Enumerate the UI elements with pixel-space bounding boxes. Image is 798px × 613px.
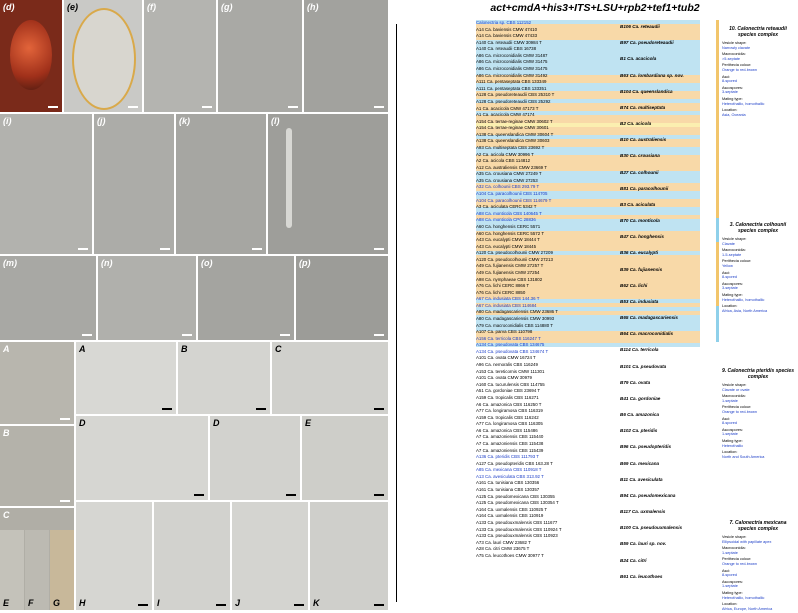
panel-j: [94, 114, 174, 254]
clade-label: B6 Ca. amazonica: [620, 412, 660, 418]
scale-bar: [162, 408, 172, 410]
clade-label: B47 Ca. honghensis: [620, 234, 664, 240]
clade-label: B101 Ca. pseudovata: [620, 363, 667, 369]
taxon-label: A60 Ca. honghensis CERC 5572 T: [476, 230, 545, 236]
trait-key: Vesicle shape:: [722, 41, 747, 45]
scale-bar: [374, 408, 384, 410]
trait-key: Perithecia colour:: [722, 405, 752, 410]
panel-m: [0, 256, 96, 340]
taxon-label: A125 Ca. pseudomexicana CBS 130354 T: [476, 500, 559, 506]
taxon-label: A43 Ca. eucalypti CMW 18444 T: [476, 237, 540, 243]
trait-key: Location:: [722, 304, 738, 309]
trait-value: 3-septate: [722, 90, 738, 95]
complex-trait: [722, 108, 794, 117]
taxon-label: A138 Ca. queenslandica CMW 30604 T: [476, 131, 554, 137]
clade-label: B102 Ca. pteridis: [620, 428, 658, 434]
complex-trait: [722, 394, 794, 403]
complex-trait: [722, 439, 794, 448]
trait-value: 8-spored: [722, 421, 737, 426]
complex-trait: [722, 259, 794, 268]
trait-key: Macroconidia:: [722, 546, 746, 551]
panel-label: E: [3, 598, 10, 608]
taxon-label: A2 Ca. acicola CBS 114812: [476, 158, 531, 164]
panel-g: [218, 0, 302, 112]
taxon-label: A28 Ca. citri CMW 23675 T: [476, 546, 530, 552]
taxon-label: A104 Ca. paracolhounii CBS 114705: [476, 191, 548, 197]
clade-label: B64 Ca. macroconidialis: [620, 331, 674, 337]
complex-trait: [722, 580, 794, 589]
panel-p: [296, 256, 388, 340]
trait-value: Africa, Asia, North America: [722, 308, 768, 313]
clade-label: B2 Ca. acicola: [620, 121, 652, 127]
panel-label: (e): [67, 2, 78, 12]
panel-label: B: [181, 344, 188, 354]
trait-value: Orange to red-brown: [722, 409, 758, 414]
complex-trait: [722, 405, 794, 414]
trait-value: North and South America: [722, 454, 765, 459]
panel-E-left: [0, 530, 74, 610]
panel-label: (i): [3, 116, 12, 126]
trait-value: 3-septate: [722, 286, 738, 291]
trait-value: Ellipsoidal with papillate apex: [722, 539, 772, 544]
taxon-label: A6 Ca. amazonica CBS 115486: [476, 427, 538, 433]
clade-label: B36 Ca. eucalypti: [620, 250, 659, 256]
complex-trait: [722, 304, 794, 313]
trait-value: 8-spored: [722, 573, 737, 578]
clade-label: B53 Ca. indusiata: [620, 298, 659, 304]
panel-d: [0, 0, 62, 112]
taxon-label: A80 Ca. madagascariensis CMW 30993: [476, 316, 555, 322]
trait-key: Ascospores:: [722, 579, 743, 584]
scale-bar: [128, 106, 138, 108]
scale-bar: [374, 334, 384, 336]
taxon-label: A80 Ca. madagascariensis CMW 23686 T: [476, 309, 558, 315]
taxon-label: A133 Ca. pseudouxmalensis CBS 111677: [476, 519, 558, 525]
panel-E-top: [302, 416, 388, 500]
phylogenetic-tree: [392, 0, 798, 610]
scale-bar: [256, 408, 266, 410]
trait-key: Asci:: [722, 568, 731, 573]
scale-bar: [160, 248, 170, 250]
taxon-label: A35 Ca. crousiana CMW 27249 T: [476, 171, 542, 177]
clade-label: B79 Ca. ovata: [620, 379, 651, 385]
clade-label: B114 Ca. terricola: [620, 347, 659, 353]
taxon-label: A107 Ca. parva CBS 110798: [476, 329, 533, 335]
taxon-label: A85 Ca. mexicana CBS 110918 T: [476, 467, 542, 473]
taxon-label: A2 Ca. acicola CMW 30996 T: [476, 151, 534, 157]
panel-n: [98, 256, 196, 340]
panel-label: (m): [3, 258, 17, 268]
taxon-label: A161 Ca. tunisiana CBS 130356: [476, 480, 540, 486]
taxon-label: A43 Ca. eucalypti CMW 18445: [476, 243, 537, 249]
taxon-label: A93 Ca. multiseptata CBS 23692 T: [476, 144, 545, 150]
panel-i: [0, 114, 92, 254]
complex-heading: 7. Calonectria mexicana species complex: [729, 520, 787, 532]
taxon-label: A76 Ca. lichi CERC 8850: [476, 289, 526, 295]
tree-axis-arrow: [396, 24, 397, 602]
clade-label: B100 Ca. pseudouxmalensis: [620, 525, 683, 531]
trait-key: Vesicle shape:: [722, 383, 747, 387]
taxon-label: A7 Ca. amazoniensis CBS 115439: [476, 447, 544, 453]
tree-title: act+cmdA+his3+ITS+LSU+rpb2+tef1+tub2: [490, 2, 700, 14]
panel-f: [144, 0, 216, 112]
clade-label: B81 Ca. paracolhounii: [620, 185, 669, 191]
taxon-label: A7 Ca. amazoniensis CBS 115440: [476, 434, 544, 440]
trait-value: Heterothallic: [722, 443, 744, 448]
complex-box: [722, 26, 794, 119]
panel-label: I: [157, 598, 160, 608]
panel-label: B: [3, 428, 10, 438]
complex-trait: [722, 248, 794, 257]
clade-label: B30 Ca. crousiana: [620, 153, 660, 159]
clade-label: B39 Ca. fujianensis: [620, 266, 663, 272]
trait-value: Africa, Europe, North America: [722, 606, 773, 611]
taxon-label: A67 Ca. indusiata CBS 144.36 T: [476, 296, 540, 302]
panel-label: H: [79, 598, 86, 608]
trait-value: 1-septate: [722, 550, 738, 555]
scale-bar: [374, 494, 384, 496]
taxon-label: A13 Ca. avesiculata CBS 313.92 T: [476, 473, 544, 479]
trait-value: 8-spored: [722, 275, 737, 280]
taxon-label: A35 Ca. crousiana CMW 27253: [476, 177, 538, 183]
complex-trait: [722, 417, 794, 426]
trait-key: Location:: [722, 602, 738, 607]
taxon-label: A86 Ca. microconidialis CMW 31475: [476, 59, 548, 65]
clade-label: B69 Ca. mexicana: [620, 460, 660, 466]
trait-key: Perithecia colour:: [722, 63, 752, 68]
trait-value: Clavate or ovate: [722, 387, 750, 392]
clade-label: B1 Ca. acacicola: [620, 56, 657, 62]
clade-label: B41 Ca. gordoniae: [620, 395, 661, 401]
panel-label: (g): [221, 2, 233, 12]
taxon-label: A96 Ca. nemoralis CBS 116249: [476, 362, 538, 368]
complex-trait: [722, 97, 794, 106]
trait-key: Ascospores:: [722, 85, 743, 90]
complex-trait: [722, 569, 794, 578]
taxon-label: A133 Ca. pseudouxmalensis CBS 110924 T: [476, 526, 562, 532]
trait-key: Mating type:: [722, 292, 743, 297]
taxon-label: A111 Ca. pentaseptata CBS 133349: [476, 79, 547, 85]
trait-value: Clavate: [722, 241, 735, 246]
complex-trait: [722, 557, 794, 566]
scale-bar: [374, 248, 384, 250]
taxon-label: A1 Ca. acacicola CMW 47174: [476, 112, 535, 118]
micrograph-grid: [0, 0, 388, 610]
trait-value: Heterothallic, homothallic: [722, 297, 765, 302]
ascus-image: [72, 8, 136, 110]
trait-value: Heterothallic, homothallic: [722, 101, 765, 106]
complex-trait: [722, 282, 794, 291]
clade-label: B61 Ca. leucothoes: [620, 573, 663, 579]
taxon-label: A154 Ca. terrae-reginae CMW 30602 T: [476, 118, 553, 124]
trait-value: 8-spored: [722, 79, 737, 84]
trait-value: Yellow: [722, 263, 733, 268]
panel-label: K: [313, 598, 320, 608]
taxon-label: A161 Ca. tunisiana CBS 130357: [476, 487, 540, 493]
trait-key: Ascospores:: [722, 427, 743, 432]
panel-label: A: [79, 344, 86, 354]
taxon-label: A49 Ca. fujianensis CMW 27257 T: [476, 263, 544, 269]
panel-D: [210, 416, 300, 500]
taxon-label: A136 Ca. pteridis CBS 111793 T: [476, 454, 539, 460]
scale-bar: [202, 106, 212, 108]
complex-trait: [722, 63, 794, 72]
complex-box: [722, 368, 794, 461]
complex-trait: [722, 428, 794, 437]
clade-label: B10 Ca. australiensis: [620, 137, 667, 143]
scale-bar: [48, 106, 58, 108]
scale-bar: [194, 494, 204, 496]
trait-value: >5-septate: [722, 56, 741, 61]
complex-trait: [722, 271, 794, 280]
taxon-label: A159 Ca. tropicalis CBS 116271: [476, 394, 539, 400]
taxon-label: A14 Ca. baviensis CMW 47410: [476, 26, 538, 32]
scale-bar: [288, 106, 298, 108]
trait-value: Asia, Oceania: [722, 112, 746, 117]
scale-bar: [374, 604, 384, 606]
complex-trait: [722, 383, 794, 392]
taxon-label: A86 Ca. microconidialis CMW 31492: [476, 72, 548, 78]
taxon-label: A86 Ca. microconidialis CMW 31487: [476, 52, 548, 58]
taxon-label: A154 Ca. terrae-reginae CMW 30601: [476, 125, 549, 131]
panel-label: F: [28, 598, 34, 608]
taxon-label: A12 Ca. australiensis CMW 23669 T: [476, 164, 547, 170]
panel-I: [154, 502, 230, 610]
panel-label: (j): [97, 116, 106, 126]
trait-value: 1-septate: [722, 584, 738, 589]
taxon-label: A6 Ca. amazonica CBS 116250 T: [476, 401, 542, 407]
panel-label: (p): [299, 258, 311, 268]
scale-bar: [216, 604, 226, 606]
taxon-label: A32 Ca. colhounii CBS 293.79 T: [476, 184, 540, 190]
clade-label: B97 Ca. pseudoreteaudii: [620, 40, 674, 46]
trait-key: Ascospores:: [722, 281, 743, 286]
complex-heading: 9. Calonectria pteridis species complex: [722, 368, 794, 380]
clade-label: B11 Ca. avesiculata: [620, 476, 663, 482]
panel-l: [268, 114, 388, 254]
panel-label: J: [235, 598, 241, 608]
scale-bar: [252, 248, 262, 250]
scale-bar: [82, 334, 92, 336]
trait-value: Orange to red-brown: [722, 561, 758, 566]
trait-value: Narrowly clavate: [722, 45, 751, 50]
complex-trait: [722, 41, 794, 50]
panel-o: [198, 256, 294, 340]
taxon-label: A159 Ca. tropicalis CBS 116242: [476, 414, 539, 420]
trait-key: Mating type:: [722, 590, 743, 595]
trait-key: Mating type:: [722, 438, 743, 443]
taxon-label: A101 Ca. ovata CMW 30979: [476, 375, 532, 381]
panel-label: G: [53, 598, 61, 608]
clade-label: B3 Ca. aciculata: [620, 201, 656, 207]
scale-bar: [294, 604, 304, 606]
taxon-label: A111 Ca. pentaseptata CBS 133351: [476, 85, 547, 91]
panel-B: [178, 342, 270, 414]
complex-trait: [722, 293, 794, 302]
complex-trait: [722, 535, 794, 544]
trait-key: Vesicle shape:: [722, 535, 747, 539]
taxon-label: A104 Ca. paracolhounii CBS 114679 T: [476, 197, 552, 203]
clade-label: B70 Ca. monticola: [620, 218, 660, 224]
trait-value: 1-5-septate: [722, 252, 742, 257]
trait-value: 1-septate: [722, 432, 738, 437]
trait-key: Perithecia colour:: [722, 259, 752, 264]
trait-key: Location:: [722, 450, 738, 455]
taxon-label: A86 Ca. microconidialis CMW 31475: [476, 66, 548, 72]
scale-bar: [182, 334, 192, 336]
panel-A-left: [0, 342, 74, 424]
complex-trait: [722, 75, 794, 84]
panel-D-wide: [76, 416, 208, 500]
trait-value: Orange to red-brown: [722, 67, 758, 72]
panel-J: [232, 502, 308, 610]
panel-C: [272, 342, 388, 414]
trait-value: Heterothallic, homothallic: [722, 595, 765, 600]
complex-box: [722, 222, 794, 315]
complex-trait: [722, 52, 794, 61]
trait-key: Macroconidia:: [722, 394, 746, 399]
taxon-label: A120 Ca. pseudocolhounii CMW 27213: [476, 256, 553, 262]
panel-K: [310, 502, 388, 610]
taxon-label: A51 Ca. gordoniae CBS 23694 T: [476, 388, 541, 394]
scale-bar: [138, 604, 148, 606]
complex-trait: [722, 546, 794, 555]
taxon-label: A128 Ca. pseudoreteaudii CBS 25292: [476, 98, 551, 104]
taxon-label: A164 Ca. uxmalensis CBS 110925 T: [476, 506, 548, 512]
trait-key: Vesicle shape:: [722, 237, 747, 241]
panel-label: (d): [3, 2, 15, 12]
clade-label: B74 Ca. multiseptata: [620, 104, 666, 110]
taxon-label: A73 Ca. lauri CMW 23682 T: [476, 539, 531, 545]
complex-heading: 3. Calonectria colhounii species complex: [729, 222, 787, 234]
macroconidium-image: [286, 128, 292, 228]
clade-label: B104 Ca. queenslandica: [620, 88, 673, 94]
taxon-label: A134 Ca. pseudovata CBS 134674 T: [476, 348, 549, 354]
taxon-label: A77 Ca. longiramosa CBS 116305: [476, 421, 543, 427]
panel-B-left: [0, 426, 74, 506]
panel-label: A: [3, 344, 10, 354]
panel-label: (n): [101, 258, 113, 268]
taxon-label: A101 Ca. ovata CMW 16724 T: [476, 355, 536, 361]
panel-A: [76, 342, 176, 414]
clade-label: B62 Ca. lichi: [620, 282, 648, 288]
panel-e: [64, 0, 142, 112]
scale-bar: [286, 494, 296, 496]
complex-trait: [722, 86, 794, 95]
panel-k: [176, 114, 266, 254]
taxon-label: A120 Ca. pseudocolhounii CMW 27209: [476, 250, 553, 256]
trait-key: Asci:: [722, 416, 731, 421]
taxon-label: A75 Ca. leucothoes CMW 30977 T: [476, 552, 544, 558]
taxon-label: A128 Ca. pseudoreteaudii CBS 25310 T: [476, 92, 555, 98]
scale-bar: [60, 500, 70, 502]
complex-heading: 10. Calonectria reteaudii species complex: [729, 26, 787, 38]
clade-label: B59 Ca. lauri sp. nov.: [620, 541, 667, 547]
taxon-label: A153 Ca. tereticornis CMW 111301: [476, 368, 545, 374]
panel-label: (f): [147, 2, 156, 12]
panel-label: D: [79, 418, 86, 428]
panel-label: (o): [201, 258, 213, 268]
clade-label: B96 Ca. pseudopteridis: [620, 444, 672, 450]
complex-box: [722, 520, 794, 613]
panel-label: E: [305, 418, 312, 428]
trait-key: Macroconidia:: [722, 52, 746, 57]
taxon-label: A164 Ca. uxmalensis CBS 110919: [476, 513, 544, 519]
taxon-label: A134 Ca. pseudovata CBS 134675: [476, 342, 545, 348]
trait-key: Perithecia colour:: [722, 557, 752, 562]
taxon-label: A7 Ca. amazoniensis CBS 115438: [476, 441, 544, 446]
taxon-label: A49 Ca. fujianensis CMW 27254: [476, 269, 540, 275]
taxon-label: A160 Ca. tucurulensis CBS 114755: [476, 381, 545, 387]
complex-trait: [722, 450, 794, 459]
trait-key: Location:: [722, 108, 738, 113]
panel-label: (l): [271, 116, 280, 126]
taxon-label: A77 Ca. longiramosa CBS 116319: [476, 408, 543, 414]
taxon-label: A140 Ca. reteaudii CBS 16738: [476, 46, 537, 52]
panel-label: C: [275, 344, 282, 354]
clade-label: B63 Ca. lombardiana sp. nov.: [620, 72, 684, 78]
clade-label: B24 Ca. citri: [620, 557, 647, 563]
complex-trait: [722, 591, 794, 600]
taxon-label: A98 Ca. nymphaeae CBS 131802: [476, 276, 543, 282]
clade-label: B94 Ca. pseudomexicana: [620, 492, 676, 498]
trait-key: Macroconidia:: [722, 248, 746, 253]
taxon-label: A14 Ca. baviensis CMW 47433: [476, 33, 538, 39]
clade-label: B106 Ca. reteaudii: [620, 24, 660, 29]
clade-label: B117 Ca. uxmalensis: [620, 509, 666, 515]
complex-trait: [722, 237, 794, 246]
taxon-label: Calonectria sp. CBS 112152: [476, 20, 532, 25]
taxon-label: A133 Ca. pseudouxmalensis CBS 110923: [476, 533, 558, 539]
taxon-label: A127 Ca. pseudopteridis CBS 163.28 T: [476, 460, 553, 466]
clade-label: B65 Ca. madagascariensis: [620, 315, 678, 321]
taxon-label: A3 Ca. aciculata CERC 5342 T: [476, 204, 537, 210]
taxon-label: A138 Ca. queenslandica CMW 30603: [476, 138, 550, 144]
panel-label: (h): [307, 2, 319, 12]
trait-key: Asci:: [722, 270, 731, 275]
taxon-label: A76 Ca. lichi CERC 8866 T: [476, 283, 530, 289]
taxon-label: A88 Ca. monticola CBS 140645 T: [476, 210, 542, 216]
taxon-label: A125 Ca. pseudomexicana CBS 130355: [476, 493, 555, 499]
panel-H: [76, 502, 152, 610]
scale-bar: [374, 106, 384, 108]
trait-key: Asci:: [722, 74, 731, 79]
taxon-label: A67 Ca. indusiata CBS 114684: [476, 302, 537, 308]
panel-label: C: [3, 510, 10, 520]
taxon-label: A60 Ca. honghensis CERC 5571: [476, 223, 541, 229]
taxon-label: A1 Ca. acacicola CMW 47173 T: [476, 105, 539, 111]
panel-label: (k): [179, 116, 190, 126]
perithecium-image: [10, 20, 52, 90]
panel-h: [304, 0, 388, 112]
taxon-label: A156 Ca. terricola CBS 116247 T: [476, 335, 541, 341]
panel-label: D: [213, 418, 220, 428]
taxon-label: A88 Ca. monticola CPC 28836: [476, 217, 536, 223]
scale-bar: [280, 334, 290, 336]
trait-key: Mating type:: [722, 96, 743, 101]
scale-bar: [78, 248, 88, 250]
trait-value: 1-septate: [722, 398, 738, 403]
taxon-label: A79 Ca. macroconidialis CBS 114880 T: [476, 322, 553, 328]
scale-bar: [60, 418, 70, 420]
taxon-label: A140 Ca. reteaudii CMW 30984 T: [476, 39, 542, 45]
clade-label: B27 Ca. colhounii: [620, 169, 659, 175]
